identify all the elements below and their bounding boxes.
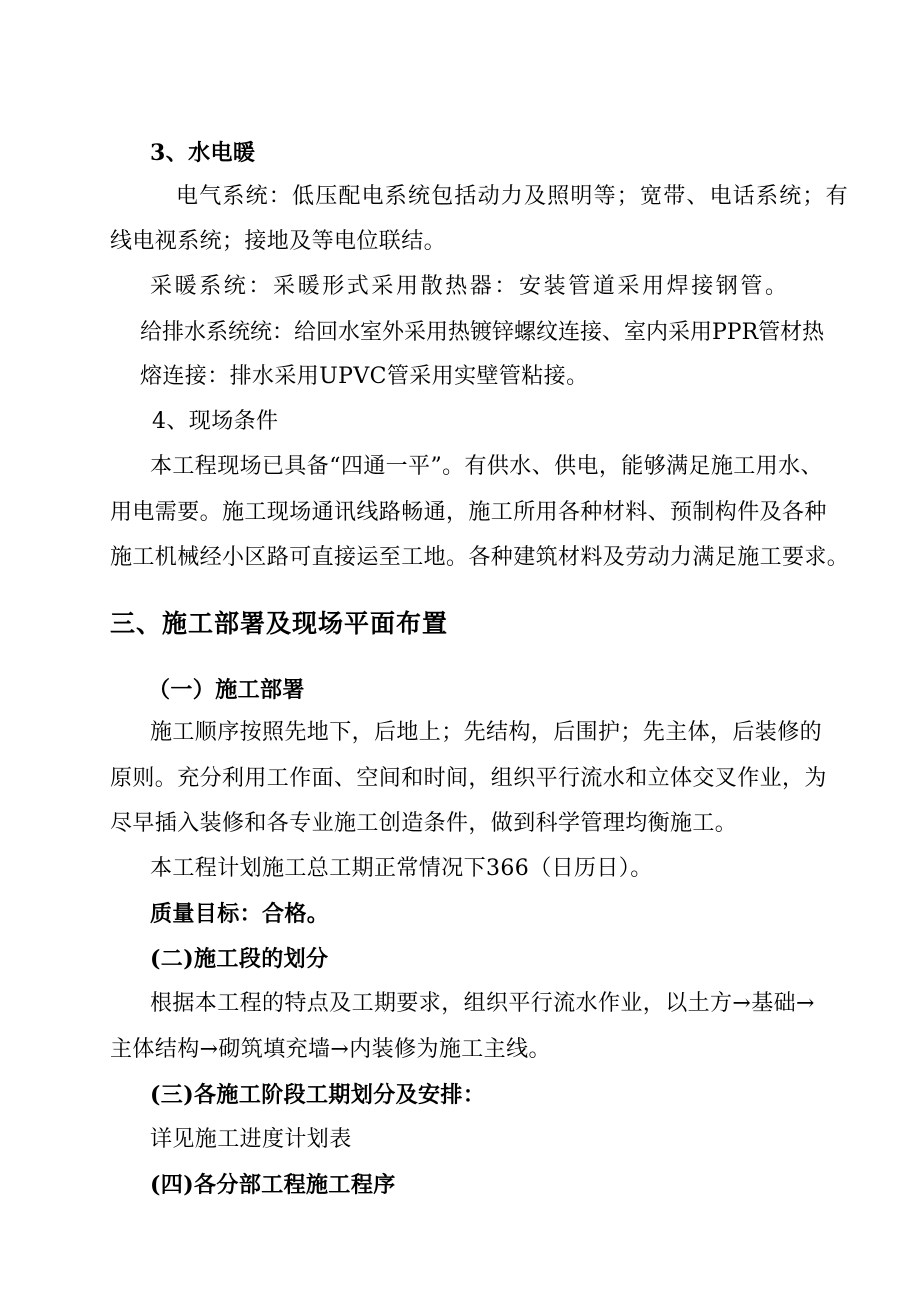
section-division-line-1: 根据本工程的特点及工期要求，组织平行流水作业，以土方→基础→	[150, 991, 815, 1016]
plumbing-system-line-2: 熔连接：排水采用UPVC管采用实壁管粘接。	[140, 364, 589, 389]
heading-phase-schedule: (三)各施工阶段工期划分及安排：	[150, 1082, 486, 1108]
phase-schedule-note: 详见施工进度计划表	[150, 1127, 352, 1152]
deployment-line-1: 施工顺序按照先地下，后地上；先结构，后围护；先主体，后装修的	[150, 720, 823, 745]
deployment-line-2: 原则。充分利用工作面、空间和时间，组织平行流水和立体交叉作业，为	[110, 766, 827, 791]
quality-target: 质量目标：合格。	[150, 901, 330, 927]
site-conditions-line-1: 本工程现场已具备“四通一平”。有供水、供电，能够满足施工用水、	[150, 454, 823, 479]
chapter-3-title: 三、施工部署及现场平面布置	[110, 609, 449, 638]
site-conditions-line-3: 施工机械经小区路可直接运至工地。各种建筑材料及劳动力满足施工要求。	[110, 545, 850, 570]
heating-system-paragraph: 采暖系统：采暖形式采用散热器：安装管道采用焊接钢管。	[150, 274, 790, 299]
section-division-line-2: 主体结构→砌筑填充墙→内装修为施工主线。	[110, 1037, 551, 1062]
deployment-line-3: 尽早插入装修和各专业施工创造条件，做到科学管理均衡施工。	[110, 811, 738, 836]
electrical-system-line-2: 线电视系统；接地及等电位联结。	[110, 229, 447, 254]
heading-subdivision-procedure: (四)各分部工程施工程序	[150, 1172, 396, 1198]
site-conditions-line-2: 用电需要。施工现场通讯线路畅通，施工所用各种材料、预制构件及各种	[110, 500, 827, 525]
heading-construction-deployment: （一）施工部署	[148, 677, 305, 703]
construction-duration: 本工程计划施工总工期正常情况下366（日历日）。	[150, 856, 653, 881]
heading-water-electric-heating: 3、水电暖	[150, 140, 256, 166]
electrical-system-line-1: 电气系统：低压配电系统包括动力及照明等；宽带、电话系统；有	[176, 184, 849, 209]
heading-site-conditions: 4、现场条件	[152, 409, 279, 434]
plumbing-system-line-1: 给排水系统统：给回水室外采用热镀锌螺纹连接、室内采用PPR管材热	[140, 320, 825, 345]
heading-section-division: (二)施工段的划分	[150, 946, 329, 972]
